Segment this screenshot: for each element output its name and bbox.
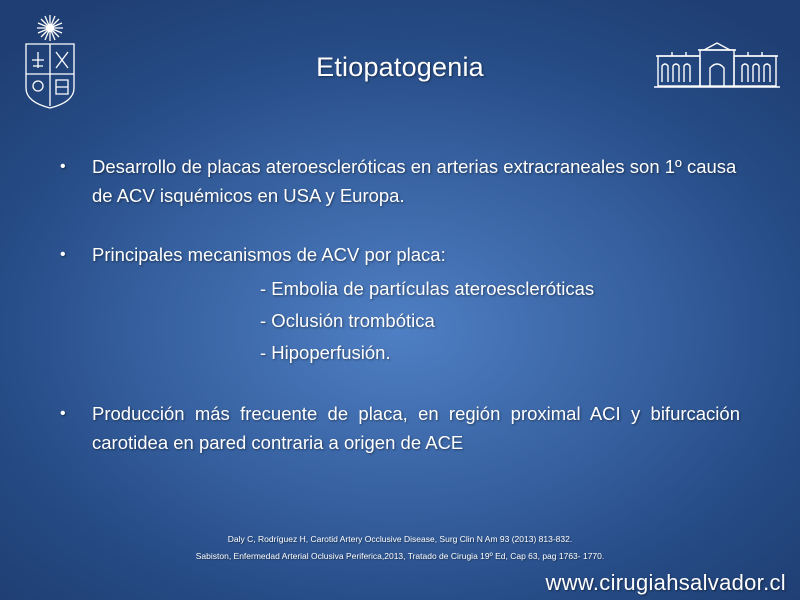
bullet-list	[60, 152, 740, 457]
bullet-item-3	[60, 399, 740, 457]
bullet-symbol: •	[60, 246, 66, 263]
sub-item-embolia: - Embolia de partículas ateroescleróticas	[260, 278, 595, 299]
sub-item-oclusion: - Oclusión trombótica	[260, 310, 435, 331]
bullet-text: Principales mecanismos de ACV por placa:	[92, 244, 446, 265]
reference-2: Sabiston, Enfermedad Arterial Oclusiva Periferica,2013, Tratado de Cirugia 19º Ed, Cap 63, pag 1763- 1770.	[195, 551, 605, 561]
sub-item-list	[260, 273, 740, 369]
bullet-text: Desarrollo de placas ateroescleróticas en arterias extracraneales son 1º causa de ACV isquémicos en USA y Europa.	[92, 156, 737, 206]
bullet-text: Producción más frecuente de placa, en región proximal ACI y bifurcación carotidea en pared contraria a origen de ACE	[92, 403, 740, 453]
bullet-item-2	[60, 240, 740, 269]
bullet-symbol: •	[60, 405, 66, 422]
website-url: www.cirugiahsalvador.cl	[545, 570, 786, 595]
sub-item-hipoperfusion: - Hipoperfusión.	[260, 342, 391, 363]
bullet-item-1	[60, 152, 740, 210]
references	[0, 531, 800, 565]
slide-title: Etiopatogenia	[316, 52, 484, 82]
reference-1: Daly C, Rodríguez H, Carotid Artery Occlusive Disease, Surg Clin N Am 93 (2013) 813-832.	[227, 534, 573, 544]
bullet-symbol: •	[60, 158, 66, 175]
